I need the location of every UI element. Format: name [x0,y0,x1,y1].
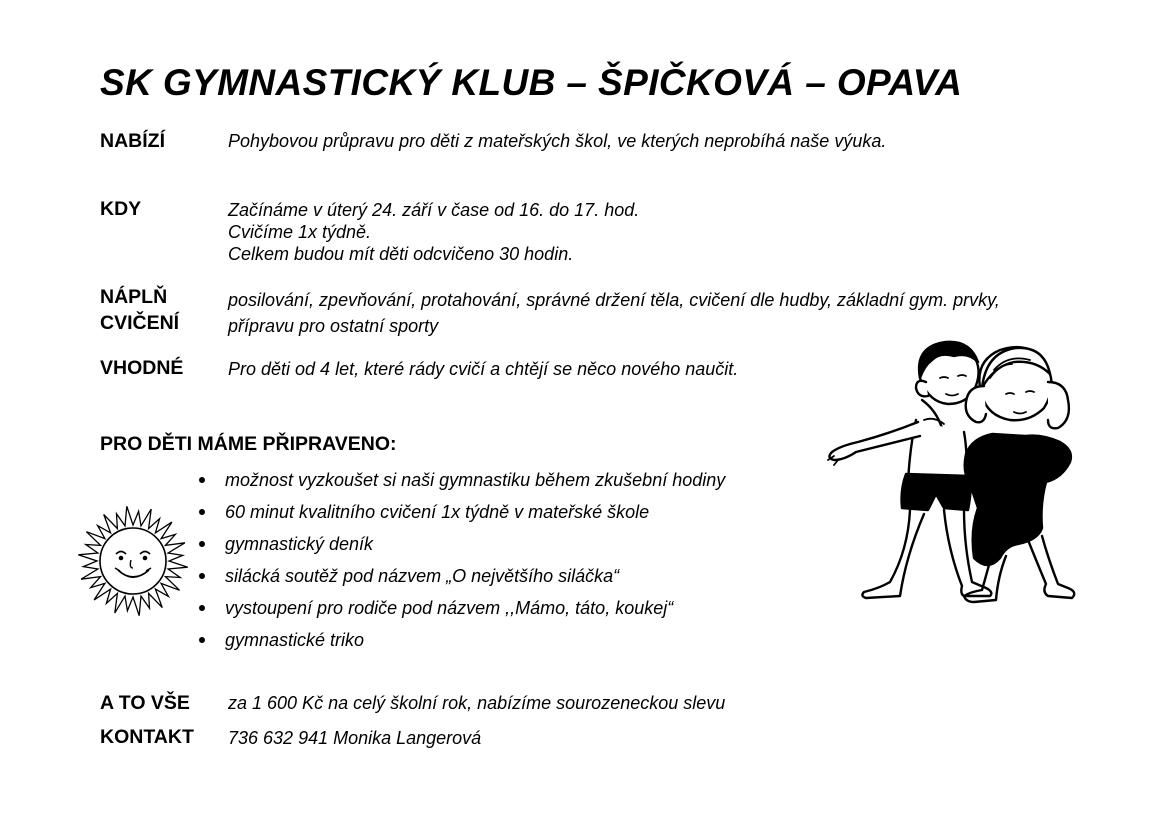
list-item [196,468,725,500]
sun-icon [74,502,192,620]
list-item [196,532,725,564]
list-item-text: vystoupení pro rodiče pod názvem ,,Mámo, táto, koukej“ [225,598,674,618]
content-label [100,284,179,336]
list-item-text: 60 minut kvalitního cvičení 1x týdně v mateřské škole [225,502,650,522]
bullet-icon [199,605,205,611]
prepared-heading: PRO DĚTI MÁME PŘIPRAVENO: [100,433,397,455]
when-line: Celkem budou mít děti odcvičeno 30 hodin. [228,244,574,264]
offer-label: NABÍZÍ [100,130,165,152]
content-label-line: CVIČENÍ [100,312,180,334]
prepared-list [196,468,725,660]
when-text [228,199,639,265]
list-item-text: gymnastické triko [225,630,365,650]
when-label: KDY [100,198,142,220]
list-item [196,628,725,660]
list-item [196,500,725,532]
content-line: posilování, zpevňování, protahování, správné držení těla, cvičení dle hudby, základní gym. prvky, [228,290,1000,310]
suitable-label: VHODNÉ [100,357,184,379]
contact-label: KONTAKT [100,726,194,748]
price-text: za 1 600 Kč na celý školní rok, nabízíme sourozeneckou slevu [228,693,726,713]
when-line: Cvičíme 1x týdně. [228,222,372,242]
content-label-line: NÁPLŇ [100,286,168,308]
bullet-icon [199,477,205,483]
list-item [196,564,725,596]
bullet-icon [199,637,205,643]
list-item-text: silácká soutěž pod názvem „O největšího siláčka“ [225,566,620,586]
list-item-text: gymnastický deník [225,534,374,554]
suitable-text: Pro děti od 4 let, které rády cvičí a chtějí se něco nového naučit. [228,359,739,379]
bullet-icon [199,541,205,547]
when-line: Začínáme v úterý 24. září v čase od 16. do 17. hod. [228,200,640,220]
bullet-icon [199,573,205,579]
price-label: A TO VŠE [100,692,190,714]
bullet-icon [199,509,205,515]
contact-text: 736 632 941 Monika Langerová [228,728,482,748]
content-text [228,287,1000,339]
offer-text: Pohybovou průpravu pro děti z mateřských škol, ve kterých neprobíhá naše výuka. [228,131,887,151]
list-item-text: možnost vyzkoušet si naši gymnastiku během zkušební hodiny [225,470,726,490]
list-item [196,596,725,628]
page-title: SK GYMNASTICKÝ KLUB – ŠPIČKOVÁ – OPAVA [100,62,963,103]
content-line: přípravu pro ostatní sporty [228,316,439,336]
children-gymnasts-illustration [822,338,1084,610]
